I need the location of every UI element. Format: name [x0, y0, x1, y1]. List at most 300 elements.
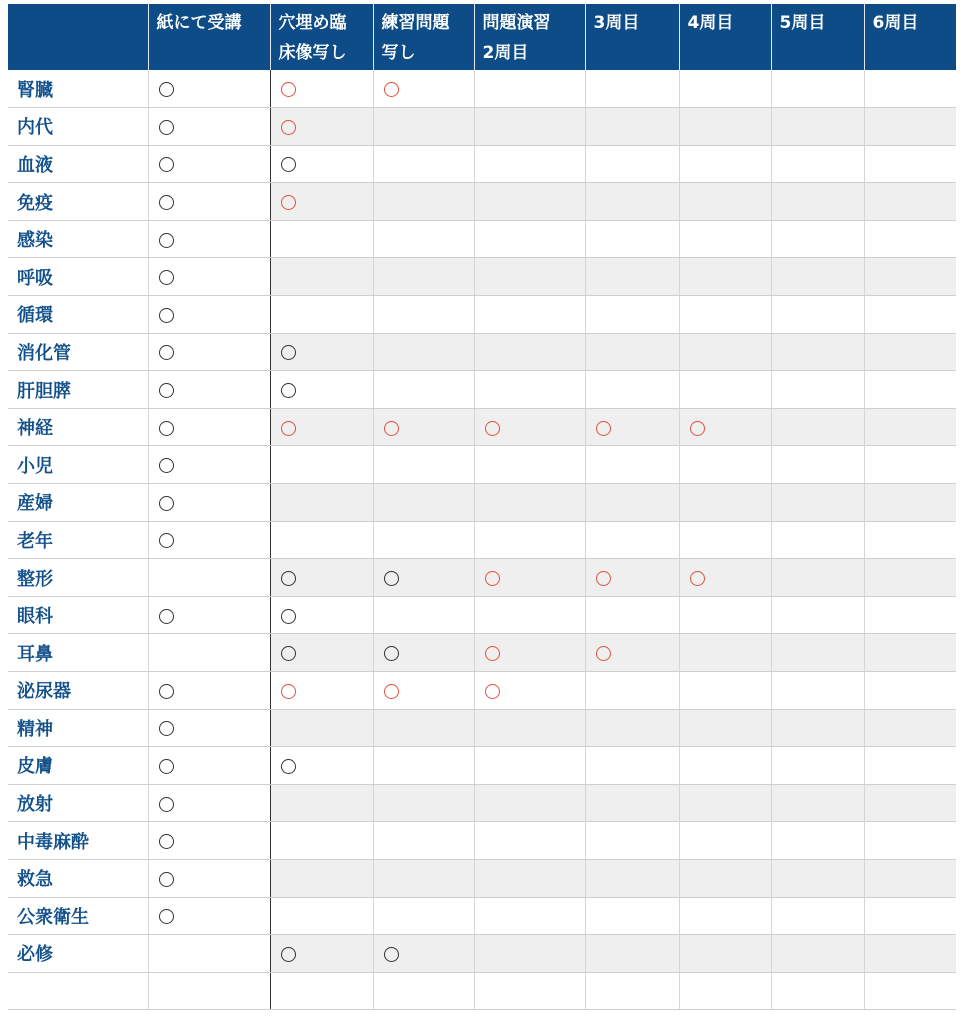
mark-cell[interactable]: [270, 747, 373, 785]
fill-in-clinical-header: 穴埋め臨 床像写し: [270, 4, 373, 70]
mark-cell[interactable]: [148, 108, 270, 146]
mark-cell[interactable]: [373, 333, 474, 371]
subject-cell: [8, 972, 148, 1010]
black-circle-mark-icon: [281, 646, 296, 661]
mark-cell[interactable]: [373, 296, 474, 334]
mark-cell[interactable]: [679, 371, 771, 409]
mark-cell[interactable]: [585, 859, 679, 897]
red-circle-mark-icon: [690, 421, 705, 436]
table-row: [8, 935, 956, 973]
mark-cell[interactable]: [679, 784, 771, 822]
black-circle-mark-icon: [281, 947, 296, 962]
mark-cell[interactable]: [585, 747, 679, 785]
mark-cell[interactable]: [585, 634, 679, 672]
mark-cell[interactable]: [270, 446, 373, 484]
mark-cell[interactable]: [474, 258, 585, 296]
table-row: [8, 897, 956, 935]
mark-cell[interactable]: [585, 145, 679, 183]
red-circle-mark-icon: [281, 82, 296, 97]
table-row: [8, 747, 956, 785]
mark-cell[interactable]: [585, 220, 679, 258]
mark-cell[interactable]: [771, 784, 864, 822]
red-circle-mark-icon: [485, 684, 500, 699]
mark-cell[interactable]: [771, 897, 864, 935]
table-row: [8, 145, 956, 183]
mark-cell[interactable]: [270, 822, 373, 860]
mark-cell[interactable]: [585, 972, 679, 1010]
black-circle-mark-icon: [159, 721, 174, 736]
mark-cell[interactable]: [148, 183, 270, 221]
mark-cell[interactable]: [679, 521, 771, 559]
mark-cell[interactable]: [148, 897, 270, 935]
subject-cell: 耳鼻: [8, 634, 148, 672]
mark-cell[interactable]: [771, 484, 864, 522]
table-row: [8, 70, 956, 108]
mark-cell[interactable]: [270, 333, 373, 371]
mark-cell[interactable]: [679, 859, 771, 897]
mark-cell[interactable]: [148, 672, 270, 710]
mark-cell[interactable]: [679, 484, 771, 522]
mark-cell[interactable]: [771, 747, 864, 785]
mark-cell[interactable]: [864, 183, 956, 221]
mark-cell[interactable]: [474, 972, 585, 1010]
round-4-header: 4周目: [679, 4, 771, 70]
subject-cell: 内代: [8, 108, 148, 146]
subject-cell: 整形: [8, 559, 148, 597]
mark-cell[interactable]: [474, 296, 585, 334]
mark-cell[interactable]: [474, 822, 585, 860]
subject-cell: 老年: [8, 521, 148, 559]
red-circle-mark-icon: [596, 421, 611, 436]
progress-table: [8, 4, 956, 1010]
mark-cell[interactable]: [864, 408, 956, 446]
mark-cell[interactable]: [373, 559, 474, 597]
mark-cell[interactable]: [585, 822, 679, 860]
subject-column-header: [8, 4, 148, 70]
mark-cell[interactable]: [270, 484, 373, 522]
subject-cell: 免疫: [8, 183, 148, 221]
mark-cell[interactable]: [771, 408, 864, 446]
mark-cell[interactable]: [474, 220, 585, 258]
mark-cell[interactable]: [771, 972, 864, 1010]
mark-cell[interactable]: [474, 634, 585, 672]
mark-cell[interactable]: [474, 897, 585, 935]
mark-cell[interactable]: [864, 596, 956, 634]
mark-cell[interactable]: [771, 672, 864, 710]
mark-cell[interactable]: [679, 333, 771, 371]
round-5-header: 5周目: [771, 4, 864, 70]
mark-cell[interactable]: [373, 709, 474, 747]
black-circle-mark-icon: [159, 533, 174, 548]
mark-cell[interactable]: [148, 559, 270, 597]
mark-cell[interactable]: [771, 596, 864, 634]
black-circle-mark-icon: [281, 383, 296, 398]
mark-cell[interactable]: [864, 784, 956, 822]
table-row: [8, 446, 956, 484]
mark-cell[interactable]: [474, 709, 585, 747]
mark-cell[interactable]: [148, 296, 270, 334]
mark-cell[interactable]: [270, 296, 373, 334]
red-circle-mark-icon: [281, 421, 296, 436]
table-row: [8, 559, 956, 597]
mark-cell[interactable]: [771, 446, 864, 484]
subject-cell: 腎臓: [8, 70, 148, 108]
mark-cell[interactable]: [864, 972, 956, 1010]
mark-cell[interactable]: [373, 145, 474, 183]
practice-copy-header: 練習問題 写し: [373, 4, 474, 70]
mark-cell[interactable]: [585, 484, 679, 522]
subject-cell: 循環: [8, 296, 148, 334]
mark-cell[interactable]: [679, 972, 771, 1010]
mark-cell[interactable]: [679, 559, 771, 597]
mark-cell[interactable]: [270, 258, 373, 296]
round-6-header: 6周目: [864, 4, 956, 70]
mark-cell[interactable]: [373, 972, 474, 1010]
mark-cell[interactable]: [148, 371, 270, 409]
mark-cell[interactable]: [270, 145, 373, 183]
mark-cell[interactable]: [864, 822, 956, 860]
mark-cell[interactable]: [679, 596, 771, 634]
mark-cell[interactable]: [148, 446, 270, 484]
table-row: [8, 596, 956, 634]
table-row: [8, 371, 956, 409]
mark-cell[interactable]: [864, 220, 956, 258]
subject-cell: 放射: [8, 784, 148, 822]
mark-cell[interactable]: [148, 408, 270, 446]
mark-cell[interactable]: [864, 559, 956, 597]
mark-cell[interactable]: [474, 484, 585, 522]
mark-cell[interactable]: [270, 559, 373, 597]
mark-cell[interactable]: [270, 220, 373, 258]
mark-cell[interactable]: [679, 747, 771, 785]
table-row: [8, 972, 956, 1010]
mark-cell[interactable]: [270, 596, 373, 634]
mark-cell[interactable]: [585, 70, 679, 108]
mark-cell[interactable]: [373, 183, 474, 221]
mark-cell[interactable]: [148, 220, 270, 258]
black-circle-mark-icon: [384, 646, 399, 661]
mark-cell[interactable]: [585, 521, 679, 559]
mark-cell[interactable]: [585, 935, 679, 973]
mark-cell[interactable]: [679, 220, 771, 258]
mark-cell[interactable]: [864, 484, 956, 522]
mark-cell[interactable]: [148, 258, 270, 296]
mark-cell[interactable]: [679, 296, 771, 334]
mark-cell[interactable]: [148, 709, 270, 747]
subject-cell: 精神: [8, 709, 148, 747]
mark-cell[interactable]: [474, 521, 585, 559]
table-row: [8, 859, 956, 897]
mark-cell[interactable]: [585, 296, 679, 334]
mark-cell[interactable]: [771, 296, 864, 334]
table-row: [8, 672, 956, 710]
mark-cell[interactable]: [148, 747, 270, 785]
mark-cell[interactable]: [864, 897, 956, 935]
red-circle-mark-icon: [485, 571, 500, 586]
mark-cell[interactable]: [864, 859, 956, 897]
mark-cell[interactable]: [679, 672, 771, 710]
mark-cell[interactable]: [474, 446, 585, 484]
subject-cell: 泌尿器: [8, 672, 148, 710]
mark-cell[interactable]: [474, 784, 585, 822]
mark-cell[interactable]: [474, 747, 585, 785]
mark-cell[interactable]: [373, 672, 474, 710]
mark-cell[interactable]: [679, 634, 771, 672]
red-circle-mark-icon: [384, 421, 399, 436]
mark-cell[interactable]: [864, 296, 956, 334]
mark-cell[interactable]: [864, 709, 956, 747]
mark-cell[interactable]: [771, 183, 864, 221]
mark-cell[interactable]: [373, 596, 474, 634]
subject-cell: 必修: [8, 935, 148, 973]
red-circle-mark-icon: [596, 571, 611, 586]
mark-cell[interactable]: [864, 258, 956, 296]
mark-cell[interactable]: [270, 972, 373, 1010]
mark-cell[interactable]: [474, 333, 585, 371]
mark-cell[interactable]: [373, 521, 474, 559]
mark-cell[interactable]: [679, 108, 771, 146]
subject-cell: 公衆衛生: [8, 897, 148, 935]
mark-cell[interactable]: [148, 521, 270, 559]
black-circle-mark-icon: [159, 308, 174, 323]
mark-cell[interactable]: [474, 371, 585, 409]
mark-cell[interactable]: [585, 672, 679, 710]
mark-cell[interactable]: [771, 258, 864, 296]
mark-cell[interactable]: [585, 408, 679, 446]
subject-cell: 感染: [8, 220, 148, 258]
table-row: [8, 333, 956, 371]
mark-cell[interactable]: [270, 108, 373, 146]
table-row: [8, 521, 956, 559]
mark-cell[interactable]: [270, 859, 373, 897]
mark-cell[interactable]: [474, 559, 585, 597]
mark-cell[interactable]: [148, 596, 270, 634]
black-circle-mark-icon: [159, 872, 174, 887]
table-row: [8, 822, 956, 860]
mark-cell[interactable]: [679, 258, 771, 296]
mark-cell[interactable]: [474, 859, 585, 897]
table-row: [8, 258, 956, 296]
black-circle-mark-icon: [159, 759, 174, 774]
round-3-header: 3周目: [585, 4, 679, 70]
mark-cell[interactable]: [864, 672, 956, 710]
red-circle-mark-icon: [384, 684, 399, 699]
red-circle-mark-icon: [485, 421, 500, 436]
black-circle-mark-icon: [159, 82, 174, 97]
mark-cell[interactable]: [474, 408, 585, 446]
mark-cell[interactable]: [373, 634, 474, 672]
black-circle-mark-icon: [159, 834, 174, 849]
subject-cell: 救急: [8, 859, 148, 897]
black-circle-mark-icon: [281, 609, 296, 624]
mark-cell[interactable]: [864, 108, 956, 146]
mark-cell[interactable]: [148, 70, 270, 108]
red-circle-mark-icon: [485, 646, 500, 661]
mark-cell[interactable]: [864, 521, 956, 559]
mark-cell[interactable]: [864, 70, 956, 108]
subject-cell: 皮膚: [8, 747, 148, 785]
mark-cell[interactable]: [148, 935, 270, 973]
mark-cell[interactable]: [679, 70, 771, 108]
table-row: [8, 709, 956, 747]
black-circle-mark-icon: [159, 909, 174, 924]
subject-cell: 肝胆膵: [8, 371, 148, 409]
mark-cell[interactable]: [474, 935, 585, 973]
subject-cell: 神経: [8, 408, 148, 446]
mark-cell[interactable]: [771, 220, 864, 258]
mark-cell[interactable]: [373, 784, 474, 822]
mark-cell[interactable]: [585, 258, 679, 296]
mark-cell[interactable]: [270, 70, 373, 108]
table-row: [8, 296, 956, 334]
mark-cell[interactable]: [474, 183, 585, 221]
mark-cell[interactable]: [864, 446, 956, 484]
mark-cell[interactable]: [474, 108, 585, 146]
mark-cell[interactable]: [585, 333, 679, 371]
mark-cell[interactable]: [771, 935, 864, 973]
mark-cell[interactable]: [148, 822, 270, 860]
mark-cell[interactable]: [373, 70, 474, 108]
black-circle-mark-icon: [281, 571, 296, 586]
mark-cell[interactable]: [474, 70, 585, 108]
exercise-round-2-header: 問題演習 2周目: [474, 4, 585, 70]
mark-cell[interactable]: [270, 935, 373, 973]
table-row: [8, 220, 956, 258]
mark-cell[interactable]: [270, 709, 373, 747]
mark-cell[interactable]: [148, 333, 270, 371]
mark-cell[interactable]: [679, 183, 771, 221]
mark-cell[interactable]: [771, 559, 864, 597]
mark-cell[interactable]: [771, 859, 864, 897]
mark-cell[interactable]: [270, 371, 373, 409]
mark-cell[interactable]: [771, 521, 864, 559]
mark-cell[interactable]: [148, 784, 270, 822]
subject-cell: 眼科: [8, 596, 148, 634]
mark-cell[interactable]: [585, 183, 679, 221]
mark-cell[interactable]: [373, 935, 474, 973]
mark-cell[interactable]: [373, 258, 474, 296]
mark-cell[interactable]: [373, 408, 474, 446]
table-row: [8, 484, 956, 522]
red-circle-mark-icon: [596, 646, 611, 661]
mark-cell[interactable]: [270, 521, 373, 559]
mark-cell[interactable]: [864, 634, 956, 672]
black-circle-mark-icon: [159, 157, 174, 172]
mark-cell[interactable]: [771, 371, 864, 409]
mark-cell[interactable]: [585, 446, 679, 484]
mark-cell[interactable]: [373, 484, 474, 522]
subject-cell: 血液: [8, 145, 148, 183]
mark-cell[interactable]: [474, 145, 585, 183]
mark-cell[interactable]: [270, 183, 373, 221]
mark-cell[interactable]: [270, 408, 373, 446]
mark-cell[interactable]: [373, 220, 474, 258]
mark-cell[interactable]: [270, 672, 373, 710]
mark-cell[interactable]: [771, 822, 864, 860]
mark-cell[interactable]: [585, 596, 679, 634]
mark-cell[interactable]: [679, 408, 771, 446]
mark-cell[interactable]: [474, 596, 585, 634]
mark-cell[interactable]: [771, 709, 864, 747]
mark-cell[interactable]: [373, 446, 474, 484]
mark-cell[interactable]: [148, 634, 270, 672]
mark-cell[interactable]: [585, 784, 679, 822]
mark-cell[interactable]: [148, 145, 270, 183]
mark-cell[interactable]: [679, 446, 771, 484]
mark-cell[interactable]: [373, 108, 474, 146]
mark-cell[interactable]: [864, 145, 956, 183]
black-circle-mark-icon: [281, 759, 296, 774]
red-circle-mark-icon: [281, 120, 296, 135]
mark-cell[interactable]: [679, 145, 771, 183]
mark-cell[interactable]: [373, 822, 474, 860]
mark-cell[interactable]: [585, 897, 679, 935]
mark-cell[interactable]: [270, 784, 373, 822]
mark-cell[interactable]: [679, 897, 771, 935]
mark-cell[interactable]: [771, 634, 864, 672]
table-row: [8, 784, 956, 822]
red-circle-mark-icon: [384, 82, 399, 97]
mark-cell[interactable]: [148, 484, 270, 522]
mark-cell[interactable]: [373, 897, 474, 935]
mark-cell[interactable]: [679, 709, 771, 747]
mark-cell[interactable]: [474, 672, 585, 710]
mark-cell[interactable]: [585, 371, 679, 409]
table-row: [8, 634, 956, 672]
black-circle-mark-icon: [159, 684, 174, 699]
mark-cell[interactable]: [148, 972, 270, 1010]
mark-cell[interactable]: [270, 634, 373, 672]
black-circle-mark-icon: [159, 421, 174, 436]
black-circle-mark-icon: [159, 233, 174, 248]
mark-cell[interactable]: [373, 859, 474, 897]
mark-cell[interactable]: [771, 70, 864, 108]
mark-cell[interactable]: [864, 371, 956, 409]
black-circle-mark-icon: [159, 270, 174, 285]
red-circle-mark-icon: [690, 571, 705, 586]
mark-cell[interactable]: [585, 559, 679, 597]
table-body: [8, 70, 956, 1010]
header-row: [8, 4, 956, 70]
mark-cell[interactable]: [585, 709, 679, 747]
black-circle-mark-icon: [159, 120, 174, 135]
mark-cell[interactable]: [771, 333, 864, 371]
mark-cell[interactable]: [864, 935, 956, 973]
black-circle-mark-icon: [159, 195, 174, 210]
subject-cell: 産婦: [8, 484, 148, 522]
black-circle-mark-icon: [159, 496, 174, 511]
mark-cell[interactable]: [270, 897, 373, 935]
mark-cell[interactable]: [585, 108, 679, 146]
paper-lecture-header: 紙にて受講: [148, 4, 270, 70]
mark-cell[interactable]: [148, 859, 270, 897]
mark-cell[interactable]: [679, 935, 771, 973]
black-circle-mark-icon: [384, 947, 399, 962]
mark-cell[interactable]: [373, 747, 474, 785]
table-row: [8, 408, 956, 446]
subject-cell: 小児: [8, 446, 148, 484]
mark-cell[interactable]: [771, 145, 864, 183]
mark-cell[interactable]: [679, 822, 771, 860]
mark-cell[interactable]: [771, 108, 864, 146]
black-circle-mark-icon: [281, 157, 296, 172]
mark-cell[interactable]: [864, 333, 956, 371]
red-circle-mark-icon: [281, 195, 296, 210]
mark-cell[interactable]: [864, 747, 956, 785]
table-row: [8, 108, 956, 146]
black-circle-mark-icon: [159, 609, 174, 624]
mark-cell[interactable]: [373, 371, 474, 409]
